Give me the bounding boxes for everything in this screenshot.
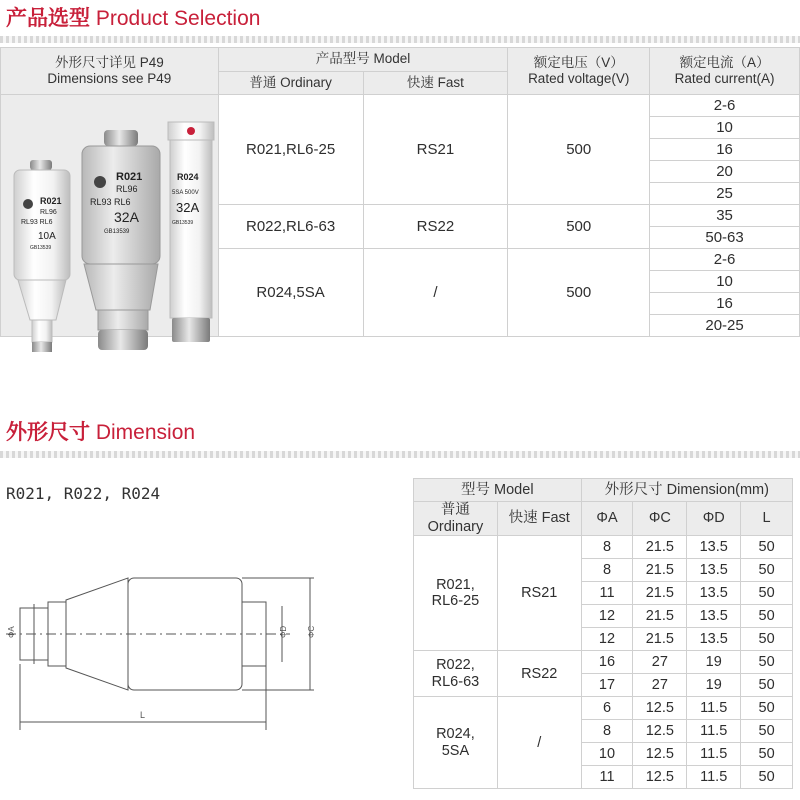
dim-c-cell: 12.5 [633,697,687,720]
dim-a-cell: 11 [581,582,633,605]
dim-a-cell: 11 [581,766,633,789]
dim-fast-cell: RS21 [497,536,581,651]
dim-a-header: ΦA [581,502,633,536]
voltage-cell: 500 [508,249,650,337]
dim-l-cell: 50 [741,651,793,674]
model-header: 产品型号 Model [218,48,508,72]
dim-l-cell: 50 [741,674,793,697]
fuse-b-label-4: GB13539 [104,229,130,235]
fuse-a-label-1: RL96 [40,209,57,216]
dim-d-cell: 13.5 [687,605,741,628]
ordinary-header: 普通 Ordinary [218,71,363,95]
drawing-mark-c: ΦC [307,625,316,638]
current-cell: 50-63 [650,227,800,249]
dim-c-cell: 21.5 [633,559,687,582]
fuse-a-label-3: 10A [38,231,56,242]
current-cell: 16 [650,139,800,161]
dimensions-header [1,48,219,95]
dimension-title-en: Dimension [95,421,196,444]
dimensions-header-cn: 外形尺寸详见 P49 [54,55,164,71]
drawing-mark-l: L [140,710,146,720]
fuse-a-label-0: R021 [40,196,62,206]
product-selection-title [6,2,260,32]
dimension-table [413,478,793,789]
current-cell: 10 [650,117,800,139]
dim-l-cell: 50 [741,605,793,628]
dim-model-header: 型号 Model [414,479,582,502]
fuse-a [14,160,70,352]
current-cell: 20-25 [650,315,800,337]
dim-d-cell: 13.5 [687,536,741,559]
dim-fast-cell: / [497,697,581,789]
dim-fast-header: 快速 Fast [497,502,581,536]
dim-a-cell: 8 [581,720,633,743]
voltage-cell: 500 [508,95,650,205]
voltage-header [508,48,650,95]
dim-c-cell: 27 [633,651,687,674]
dim-l-cell: 50 [741,743,793,766]
fuse-b [82,130,160,350]
dim-l-cell: 50 [741,536,793,559]
current-header [650,48,800,95]
dim-l-cell: 50 [741,720,793,743]
product-selection-title-en: Product Selection [95,7,261,30]
current-cell: 25 [650,183,800,205]
dim-l-cell: 50 [741,628,793,651]
current-cell: 2-6 [650,95,800,117]
current-cell: 16 [650,293,800,315]
dim-ordinary-cell: R021, RL6-25 [414,536,498,651]
dimensions-header-en: Dimensions see P49 [47,71,172,86]
section-divider [0,451,800,458]
dim-ordinary-cell: R024, 5SA [414,697,498,789]
dim-a-cell: 8 [581,559,633,582]
dim-d-cell: 11.5 [687,743,741,766]
current-cell: 10 [650,271,800,293]
dim-c-cell: 21.5 [633,628,687,651]
dim-c-cell: 12.5 [633,743,687,766]
fast-model-cell: RS22 [363,205,508,249]
dim-d-cell: 11.5 [687,697,741,720]
product-selection-title-cn: 产品选型 [6,7,90,30]
fuse-b-label-0: R021 [116,171,143,183]
fuse-b-label-3: 32A [114,209,139,225]
fast-header: 快速 Fast [363,71,508,95]
fuse-a-label-2: RL93 RL6 [21,219,53,226]
fuse-c-label-1: 5SA 500V [172,190,199,196]
dim-a-cell: 12 [581,628,633,651]
dim-d-header: ΦD [687,502,741,536]
dim-d-cell: 13.5 [687,628,741,651]
fuse-b-label-2: RL93 RL6 [90,197,131,207]
current-cell: 2-6 [650,249,800,271]
voltage-header-en: Rated voltage(V) [528,71,630,86]
drawing-body [128,578,242,690]
fuse-c [168,122,214,342]
fuse-c-label-2: 32A [176,200,200,215]
dim-l-cell: 50 [741,559,793,582]
dim-c-cell: 21.5 [633,605,687,628]
ordinary-model-cell: R021,RL6-25 [218,95,363,205]
current-header-en: Rated current(A) [674,71,775,86]
fuse-b-label-1: RL96 [116,184,138,194]
dim-c-cell: 12.5 [633,766,687,789]
dim-d-cell: 11.5 [687,766,741,789]
current-header-cn: 额定电流（A） [679,55,770,71]
ordinary-model-cell: R024,5SA [218,249,363,337]
dim-a-cell: 10 [581,743,633,766]
voltage-cell: 500 [508,205,650,249]
dim-l-header: L [741,502,793,536]
fuse-c-label-0: R024 [177,172,199,182]
drawing-mark-d: ΦD [279,625,288,638]
dim-a-cell: 16 [581,651,633,674]
dimension-drawing [0,560,412,740]
dim-c-cell: 21.5 [633,536,687,559]
dim-a-cell: 8 [581,536,633,559]
dim-d-cell: 11.5 [687,720,741,743]
dim-l-cell: 50 [741,697,793,720]
dim-c-cell: 21.5 [633,582,687,605]
dim-l-cell: 50 [741,766,793,789]
drawing-models-label: R021, R022, R024 [6,484,161,503]
dim-d-cell: 19 [687,674,741,697]
dimension-title [6,416,195,446]
current-cell: 35 [650,205,800,227]
fuse-photo [4,120,216,390]
dim-d-cell: 13.5 [687,559,741,582]
dim-d-cell: 13.5 [687,582,741,605]
dim-l-cell: 50 [741,582,793,605]
dim-a-cell: 17 [581,674,633,697]
dim-c-cell: 27 [633,674,687,697]
dim-dims-header: 外形尺寸 Dimension(mm) [581,479,792,502]
drawing-mark-a: ΦA [7,626,16,638]
fuse-c-label-3: GB13539 [172,220,194,226]
voltage-header-cn: 额定电压（V） [533,55,624,71]
fuse-a-label-4: GB13539 [30,245,52,251]
dim-a-cell: 6 [581,697,633,720]
dim-a-cell: 12 [581,605,633,628]
dim-fast-cell: RS22 [497,651,581,697]
dimension-title-cn: 外形尺寸 [6,421,90,444]
dim-ordinary-cell: R022, RL6-63 [414,651,498,697]
current-cell: 20 [650,161,800,183]
fast-model-cell: RS21 [363,95,508,205]
dim-c-header: ΦC [633,502,687,536]
dim-d-cell: 19 [687,651,741,674]
dim-ordinary-header: 普通 Ordinary [414,502,498,536]
ordinary-model-cell: R022,RL6-63 [218,205,363,249]
section-divider [0,36,800,43]
dim-c-cell: 12.5 [633,720,687,743]
fast-model-cell: / [363,249,508,337]
